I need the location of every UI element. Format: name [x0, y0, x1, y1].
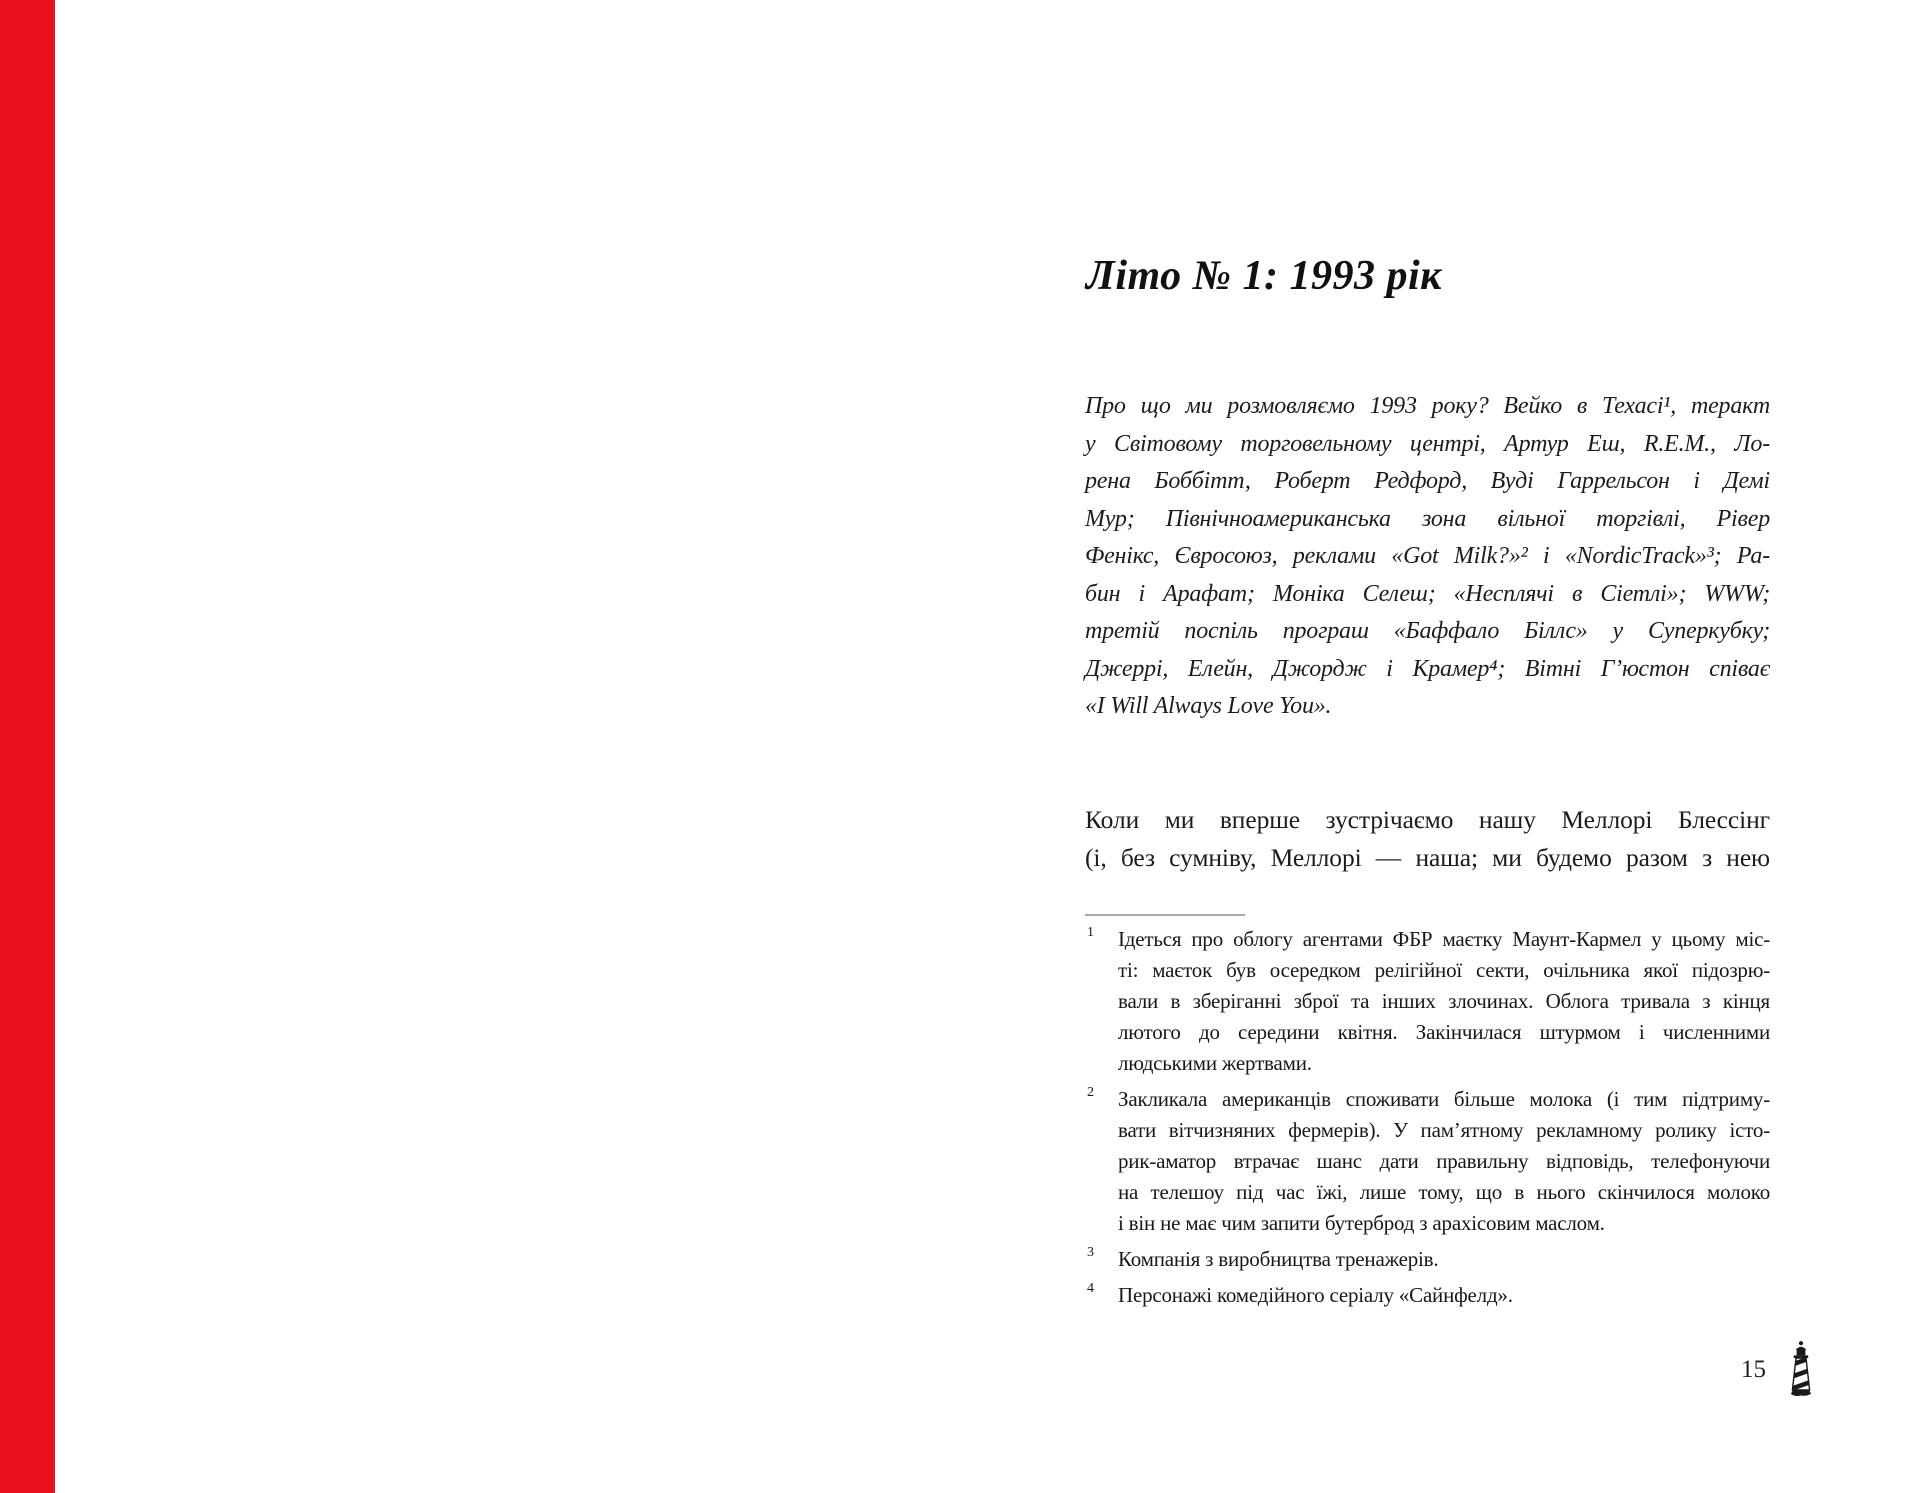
text-line: «I Will Always Love You». [1085, 693, 1332, 719]
footnote-item [1085, 1280, 1770, 1311]
footnote-item [1085, 1244, 1770, 1275]
text-line: і він не має чим запити бутерброд з арахісовим маслом. [1118, 1211, 1605, 1235]
text-line: лютого до середини квітня. Закінчилася штурмом і численними [1118, 1020, 1770, 1044]
text-line: рена Боббітт, Роберт Редфорд, Вуді Гаррельсон і Демі [1085, 468, 1770, 494]
page-number: 15 [1741, 1356, 1766, 1383]
text-line: Ідеться про облогу агентами ФБР маєтку Маунт-Кармел у цьому міс- [1118, 927, 1770, 951]
text-line: третій поспіль програш «Баффало Біллс» у Суперкубку; [1085, 618, 1770, 644]
footnote-marker: 3 [1087, 1245, 1094, 1260]
footnote-item [1085, 1084, 1770, 1239]
footnote-marker: 4 [1087, 1281, 1094, 1296]
text-line: людськими жертвами. [1118, 1051, 1312, 1075]
text-line: Коли ми вперше зустрічаємо нашу Меллорі Блессінг [1085, 805, 1770, 834]
text-line: Мур; Північноамериканська зона вільної торгівлі, Рівер [1085, 505, 1770, 532]
text-line: Про що ми розмовляємо 1993 року? Вейко в Техасі¹, теракт [1085, 393, 1770, 419]
footnote-item [1085, 924, 1770, 1079]
body-paragraph [1085, 801, 1770, 877]
text-line: у Світовому торговельному центрі, Артур Еш, R.E.M., Ло- [1085, 430, 1770, 457]
text-line: на телешоу під час їжі, лише тому, що в нього скінчилося молоко [1118, 1180, 1770, 1204]
text-line: Персонажі комедійного серіалу «Сайнфелд». [1118, 1283, 1513, 1307]
text-line: бин і Арафат; Моніка Селеш; «Несплячі в Сіетлі»; WWW; [1085, 580, 1770, 607]
text-line: рик-аматор втрачає шанс дати правильну відповідь, телефонуючи [1118, 1149, 1770, 1173]
text-line: Закликала американців споживати більше молока (і тим підтриму- [1118, 1087, 1770, 1111]
text-line: вати вітчизняних фермерів). У пам’ятному рекламному ролику істо- [1118, 1118, 1770, 1142]
text-line: ті: маєток був осередком релігійної секти, очільника якої підозрю- [1118, 958, 1770, 982]
text-line: вали в зберіганні зброї та інших злочинах. Облога тривала з кінця [1118, 989, 1770, 1013]
footnote-marker: 1 [1087, 925, 1094, 940]
intro-italic-paragraph [1085, 388, 1770, 726]
text-line: Компанія з виробництва тренажерів. [1118, 1247, 1439, 1271]
text-line: Фенікс, Євросоюз, реклами «Got Milk?»² і «NordicTrack»³; Ра- [1085, 543, 1770, 569]
text-line: (і, без сумніву, Меллорі — наша; ми будемо разом з нею [1085, 843, 1770, 872]
red-page-edge-strip [0, 0, 55, 1493]
footnote-separator-rule [1085, 914, 1245, 916]
footnote-marker: 2 [1087, 1085, 1094, 1100]
footnotes-block [1085, 924, 1770, 1316]
chapter-title: Літо № 1: 1993 рік [1086, 253, 1442, 299]
text-line: Джеррі, Елейн, Джордж і Крамер⁴; Вітні Г’юстон співає [1085, 655, 1770, 682]
lighthouse-icon [1786, 1340, 1816, 1398]
